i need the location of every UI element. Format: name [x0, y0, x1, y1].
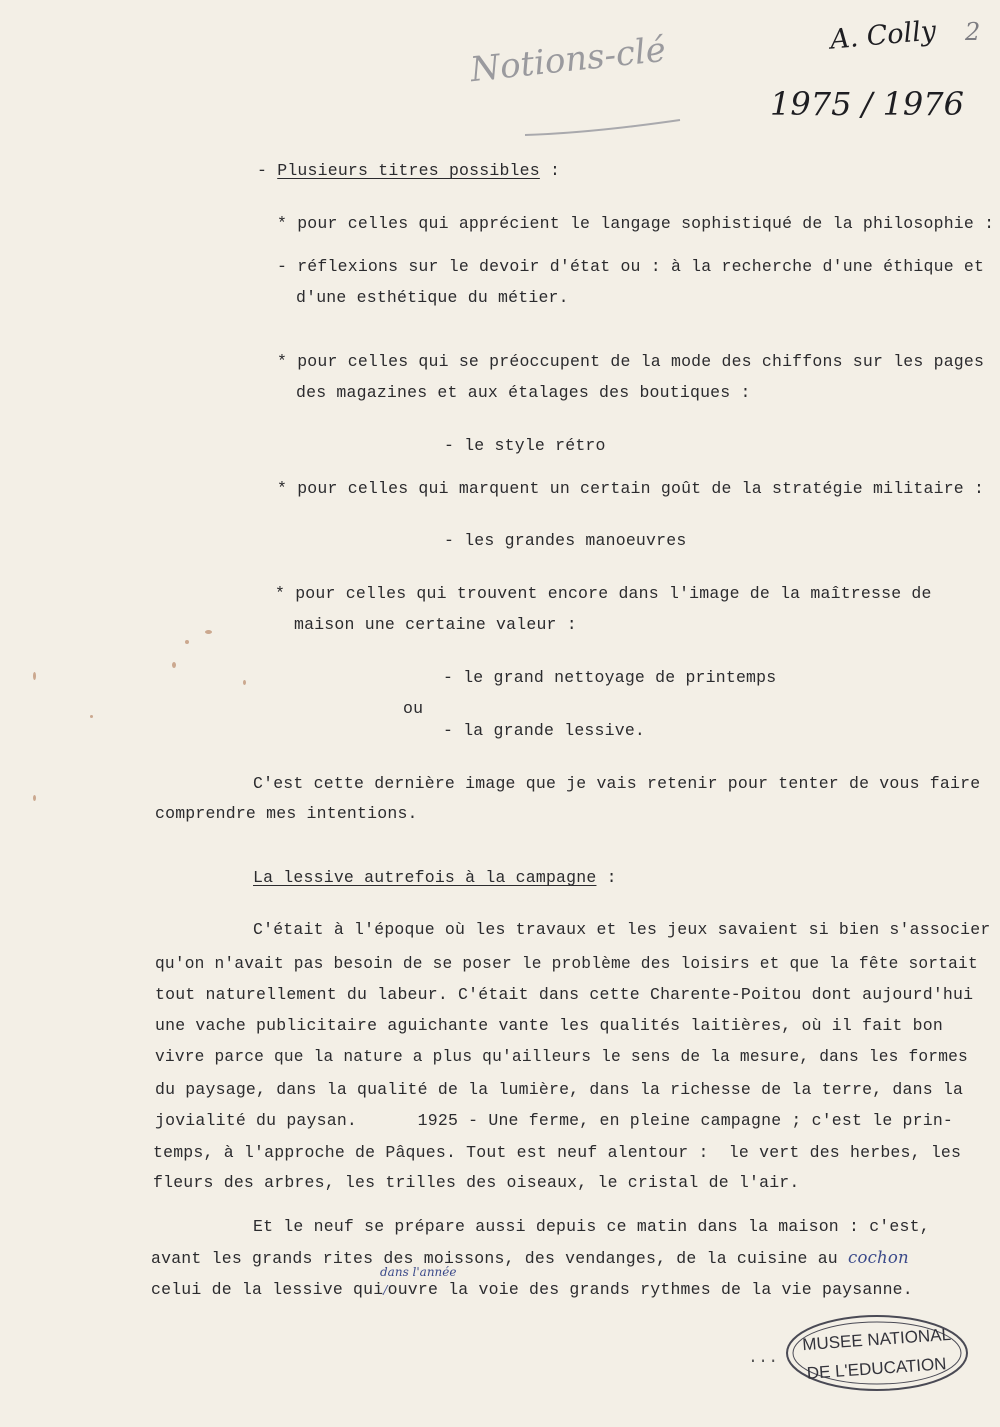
item3-title: - les grandes manoeuvres: [444, 531, 687, 550]
stamp-dots: ...: [748, 1348, 779, 1367]
paper-speck: [205, 630, 212, 634]
item4-title-line1: - le grand nettoyage de printemps: [443, 668, 777, 687]
item2-intro-line1: * pour celles qui se préoccupent de la mode des chiffons sur les pages: [277, 352, 985, 371]
section2-heading: La lessive autrefois à la campagne :: [253, 868, 617, 887]
paper-speck: [33, 795, 36, 801]
handwritten-insertion: dans l'année: [380, 1265, 457, 1279]
paper-speck: [172, 662, 176, 668]
author-name: A. Colly: [828, 15, 938, 56]
paper-speck: [33, 672, 36, 680]
paper-speck: [185, 640, 189, 644]
p2-line3-after: ouvre la voie des grands rythmes de la vie paysanne.: [387, 1280, 913, 1299]
p2-line3-before: celui de la lessive qui: [151, 1280, 384, 1299]
item1-intro-line1: * pour celles qui apprécient le langage sophistiqué de la philosophie :: [277, 214, 995, 233]
item4-intro-line1: * pour celles qui trouvent encore dans l'image de la maîtresse de: [275, 584, 932, 603]
item4-intro-line2: maison une certaine valeur :: [294, 615, 577, 634]
item4-title-or: ou: [403, 699, 424, 718]
p1-line4: une vache publicitaire aguichante vante les qualités laitières, où il fait bon: [155, 1016, 943, 1035]
section2-title: La lessive autrefois à la campagne: [253, 868, 597, 887]
years-note: 1975 / 1976: [770, 85, 964, 123]
page-number: 2: [965, 18, 981, 46]
p1-line9: fleurs des arbres, les trilles des oiseaux, le cristal de l'air.: [153, 1173, 800, 1192]
p2-line3: [151, 1280, 913, 1300]
stamp-top-text: MUSEE NATIONAL: [801, 1324, 952, 1355]
conclusion-line1: C'est cette dernière image que je vais retenir pour tenter de vous faire: [253, 774, 981, 793]
item1-title-line2: d'une esthétique du métier.: [296, 288, 569, 307]
paper-speck: [90, 715, 93, 718]
pencil-stroke: [520, 115, 690, 145]
p2-line2-typed: avant les grands rites des moissons, des vendanges, de la cuisine au: [151, 1249, 838, 1268]
stamp-bottom-text: DE L'EDUCATION: [806, 1354, 948, 1383]
p1-line7: jovialité du paysan. 1925 - Une ferme, en pleine campagne ; c'est le prin-: [155, 1111, 954, 1130]
item3-intro-line1: * pour celles qui marquent un certain goût de la stratégie militaire :: [277, 479, 985, 498]
p1-line2: qu'on n'avait pas besoin de se poser le problème des loisirs et que la fête sortait: [155, 955, 978, 973]
p1-line3: tout naturellement du labeur. C'était dans cette Charente-Poitou dont aujourd'hui: [155, 985, 974, 1004]
p1-line1: C'était à l'époque où les travaux et les jeux savaient si bien s'associer: [253, 920, 991, 939]
item1-title-line1: - réflexions sur le devoir d'état ou : à la recherche d'une éthique et: [277, 257, 985, 276]
p1-line6: du paysage, dans la qualité de la lumière, dans la richesse de la terre, dans la: [155, 1080, 964, 1099]
museum-stamp: [782, 1312, 972, 1394]
conclusion-line2: comprendre mes intentions.: [155, 804, 418, 823]
paper-speck: [243, 680, 246, 685]
section1-heading: - Plusieurs titres possibles :: [257, 161, 561, 180]
p2-line2: [151, 1248, 909, 1269]
p1-line5: vivre parce que la nature a plus qu'ailleurs le sens de la mesure, dans les formes: [155, 1048, 968, 1066]
p1-line8: temps, à l'approche de Pâques. Tout est neuf alentour : le vert des herbes, les: [153, 1143, 962, 1162]
handwritten-correction-cochon: cochon: [848, 1248, 909, 1267]
caret-mark: /: [383, 1283, 388, 1297]
p2-line1: Et le neuf se prépare aussi depuis ce matin dans la maison : c'est,: [253, 1217, 930, 1236]
item4-title-line2: - la grande lessive.: [443, 721, 646, 740]
item2-title: - le style rétro: [444, 436, 606, 455]
section1-title: Plusieurs titres possibles: [277, 161, 540, 180]
item2-intro-line2: des magazines et aux étalages des boutiques :: [296, 383, 751, 402]
handwritten-note: Notions-clé: [468, 29, 668, 91]
